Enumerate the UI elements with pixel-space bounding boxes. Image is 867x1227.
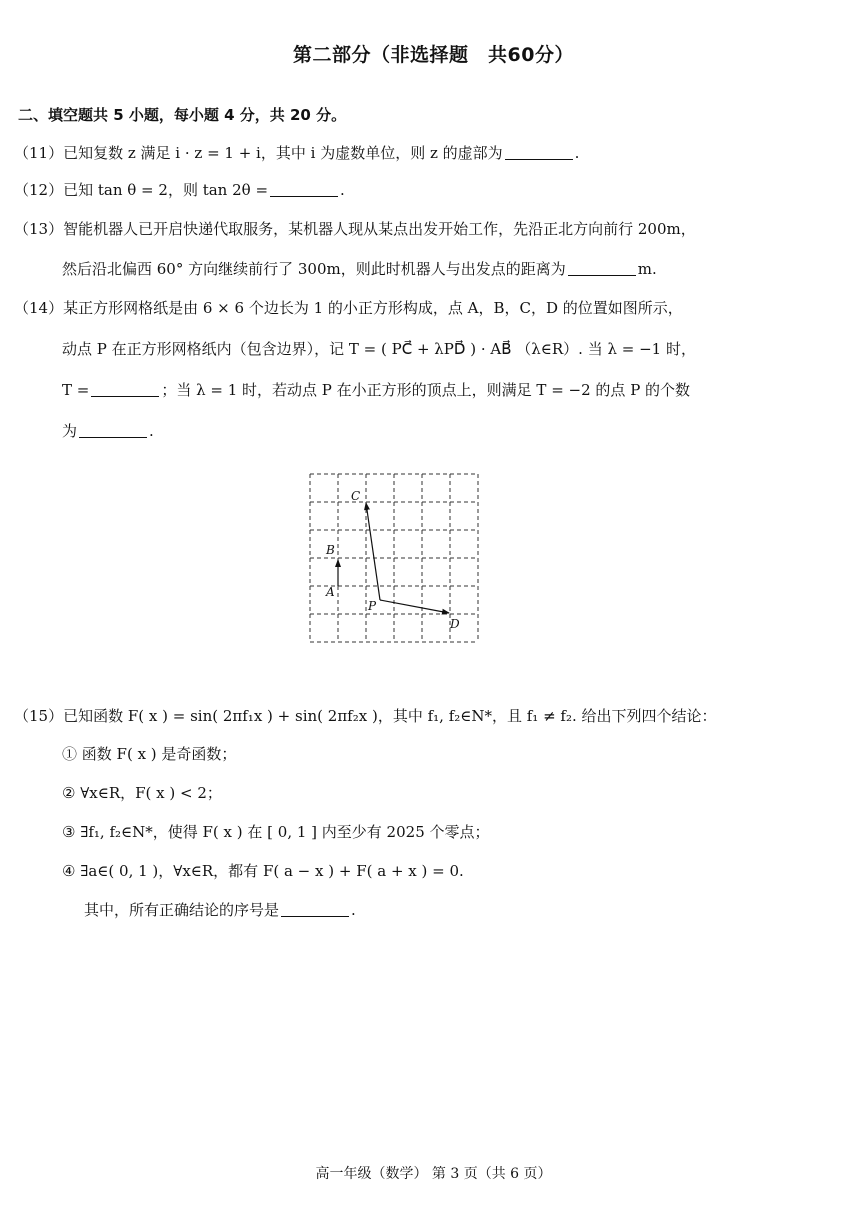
answer-blank[interactable]: [270, 180, 338, 197]
question-number: （15）: [14, 707, 64, 725]
question-number: （14）: [14, 299, 64, 317]
question-13-line-1: [14, 218, 696, 240]
question-number: （12）: [14, 181, 64, 199]
page-title: 第二部分（非选择题 共60分）: [293, 44, 574, 66]
question-text-end: .: [149, 422, 154, 440]
label-p: P: [368, 599, 377, 613]
question-14-line-4: [62, 420, 154, 442]
answer-blank[interactable]: [568, 259, 636, 276]
label-b: B: [326, 543, 335, 557]
answer-blank[interactable]: [91, 380, 159, 397]
section-heading: 二、填空题共 5 小题，每小题 4 分，共 20 分。: [18, 106, 347, 124]
question-15-line-1: [14, 705, 717, 727]
page-footer: 高一年级（数学） 第 3 页（共 6 页）: [315, 1166, 552, 1182]
question-number: （13）: [14, 220, 64, 238]
question-text: 然后沿北偏西 60° 方向继续前行了 300m，则此时机器人与出发点的距离为: [62, 260, 566, 278]
label-d: D: [450, 617, 460, 631]
grid-svg: [300, 468, 490, 648]
question-text: 已知函数 F( x ) = sin( 2πf₁x ) + sin( 2πf₂x )，其中 f₁, f₂∈N*，且 f₁ ≠ f₂. 给出下列四个结论：: [63, 707, 717, 725]
grid-figure: [300, 468, 490, 648]
question-text-end: m.: [637, 260, 657, 278]
question-text: 智能机器人已开启快递代取服务，某机器人现从某点出发开始工作，先沿正北方向前行 200m，: [63, 220, 696, 238]
vector-pd: [380, 600, 449, 613]
question-number: （11）: [14, 144, 64, 162]
question-14-line-1: [14, 297, 683, 319]
vector-pc: [366, 503, 380, 600]
answer-blank[interactable]: [281, 900, 349, 917]
question-14-line-2: [62, 338, 696, 360]
question-text-end: .: [574, 144, 580, 162]
question-text: 已知 tan θ = 2，则 tan 2θ =: [63, 181, 269, 199]
question-text: T =: [62, 381, 90, 399]
label-a: A: [326, 585, 335, 599]
question-text: ；当 λ = 1 时，若动点 P 在小正方形的顶点上，则满足 T = −2 的点 P 的个数: [161, 381, 691, 399]
conclusion-1: ① 函数 F( x ) 是奇函数；: [62, 745, 237, 763]
label-c: C: [351, 489, 361, 503]
question-13-line-2: [62, 258, 657, 280]
conclusion-3: ③ ∃f₁, f₂∈N*，使得 F( x ) 在 [ 0, 1 ] 内至少有 2025 个零点；: [62, 823, 490, 841]
question-11: [14, 142, 579, 164]
question-12: [14, 179, 345, 201]
question-text-end: .: [351, 901, 356, 919]
answer-blank[interactable]: [505, 143, 573, 160]
question-15-final: [84, 899, 356, 921]
question-text: 已知复数 z 满足 i · z = 1 + i，其中 i 为虚数单位，则 z 的虚部为: [63, 144, 503, 162]
question-text: 为: [62, 422, 78, 440]
conclusion-4: ④ ∃a∈( 0, 1 )，∀x∈R，都有 F( a − x ) + F( a + x ) = 0.: [62, 862, 464, 880]
question-text-end: .: [340, 181, 345, 199]
answer-blank[interactable]: [79, 421, 147, 438]
question-text: 某正方形网格纸是由 6 × 6 个边长为 1 的小正方形构成，点 A，B，C，D 的位置如图所示，: [63, 299, 683, 317]
conclusion-2: ② ∀x∈R，F( x ) < 2；: [62, 784, 222, 802]
question-text: 动点 P 在正方形网格纸内（包含边界），记 T = ( PC⃗ + λPD⃗ ) · AB⃗ （λ∈R）. 当 λ = −1 时，: [62, 340, 696, 358]
question-14-line-3: [62, 379, 690, 401]
question-text: 其中，所有正确结论的序号是: [84, 901, 280, 919]
